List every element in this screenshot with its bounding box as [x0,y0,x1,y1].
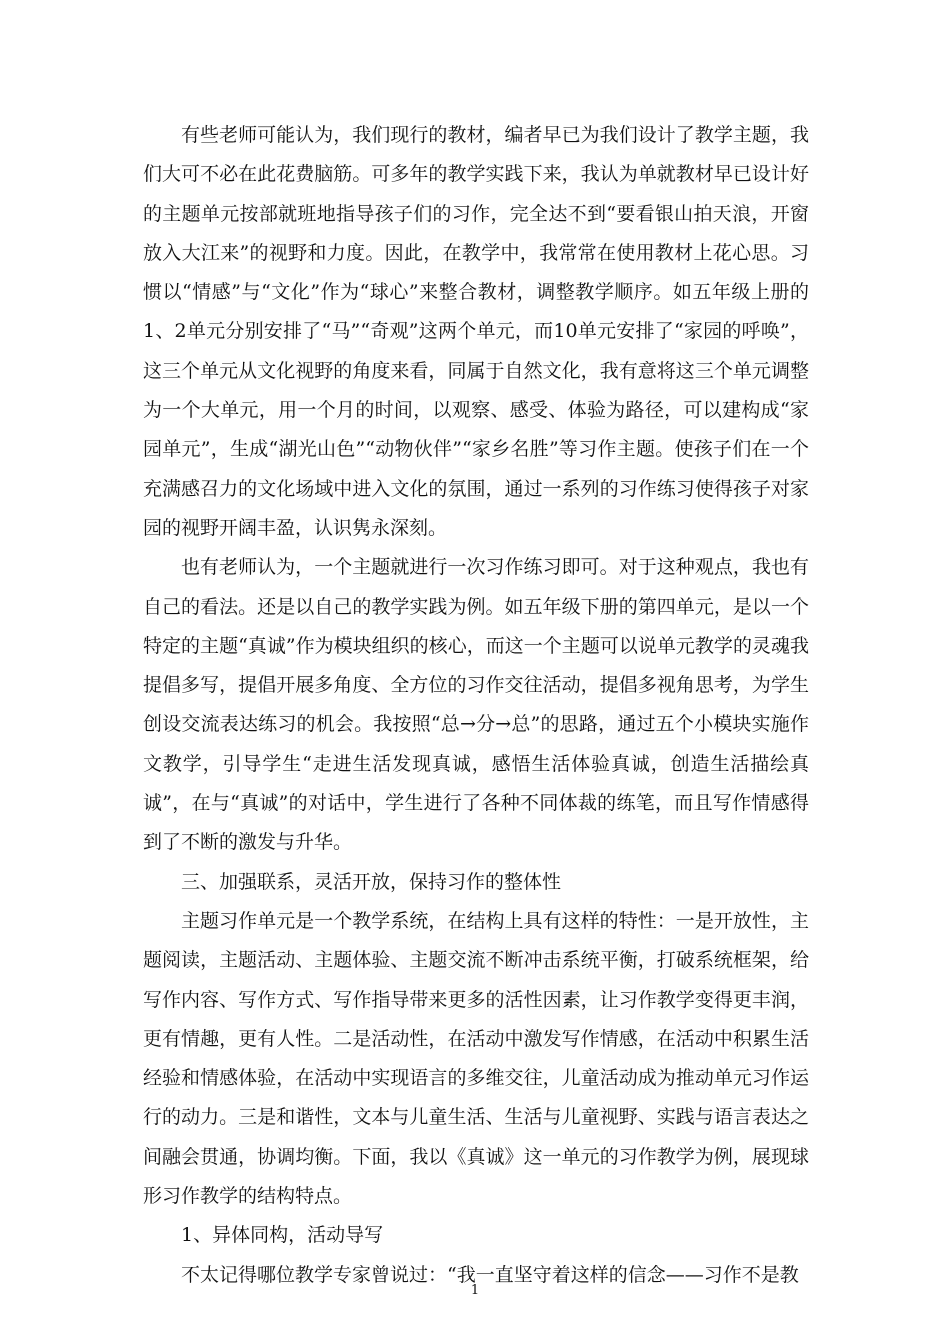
section-heading-3: 三、加强联系，灵活开放，保持习作的整体性 [181,870,562,893]
paragraph-one-theme-practice: 也有老师认为，一个主题就进行一次习作练习即可。对于这种观点，我也有自己的看法。还是以自己的教学实践为例。如五年级下册的第四单元，是以一个特定的主题“真诚”作为模块组织的核心，而这一个主题可以说单元教学的灵魂我提倡多写，提倡开展多角度、全方位的习作交往活动，提倡多视角思考，为学生创设交流表达练习的机会。我按照“总→分→总”的思路，通过五个小模块实施作文教学，引导学生“走进生活发现真诚，感悟生活体验真诚，创造生活描绘真诚”，在与“真诚”的对话中，学生进行了各种不同体裁的练笔，而且写作情感得到了不断的激发与升华。 [143,556,809,854]
page-number: 1 [470,1283,480,1298]
subsection-heading-1: 1、异体同构，活动导写 [181,1224,384,1247]
paragraph-expert-quote: 不太记得哪位教学专家曾说过：“我一直坚守着这样的信念——习作不是教 [181,1263,799,1286]
paragraph-textbook-themes: 有些老师可能认为，我们现行的教材，编者早已为我们设计了教学主题，我们大可不必在此花费脑筋。可多年的教学实践下来，我认为单就教材早已设计好的主题单元按部就班地指导孩子们的习作，完全达不到“要看银山拍天浪，开窗放入大江来”的视野和力度。因此，在教学中，我常常在使用教材上花心思。习惯以“情感”与“文化”作为“球心”来整合教材，调整教学顺序。如五年级上册的1、2单元分别安排了“马”“奇观”这两个单元，而10单元安排了“家园的呼唤”，这三个单元从文化视野的角度来看，同属于自然文化，我有意将这三个单元调整为一个大单元，用一个月的时间，以观察、感受、体验为路径，可以建构成“家园单元”，生成“湖光山色”“动物伙伴”“家乡名胜”等习作主题。使孩子们在一个充满感召力的文化场域中进入文化的氛围，通过一系列的习作练习使得孩子对家园的视野开阔丰盈，认识隽永深刻。 [143,124,809,539]
document-body [143,116,809,1295]
paragraph-unit-system: 主题习作单元是一个教学系统，在结构上具有这样的特性：一是开放性，主题阅读，主题活动、主题体验、主题交流不断冲击系统平衡，打破系统框架，给写作内容、写作方式、写作指导带来更多的活性因素，让习作教学变得更丰润，更有情趣，更有人性。二是活动性，在活动中激发写作情感，在活动中积累生活经验和情感体验，在活动中实现语言的多维交往，儿童活动成为推动单元习作运行的动力。三是和谐性，文本与儿童生活、生活与儿童视野、实践与语言表达之间融会贯通，协调均衡。下面，我以《真诚》这一单元的习作教学为例，展现球形习作教学的结构特点。 [143,909,809,1208]
